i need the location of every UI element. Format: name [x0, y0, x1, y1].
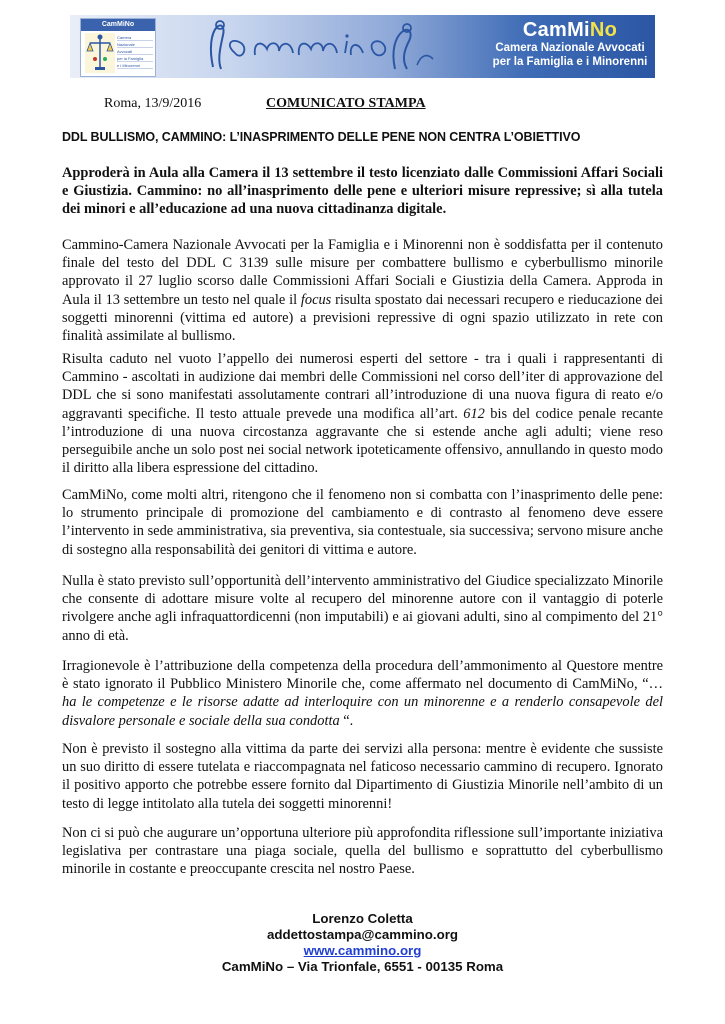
paragraph-6: Non è previsto il sostegno alla vittima da parte dei servizi alla persona: mentre è evidente che sussiste un suo diritto di essere tutelata e riaccompagnata nel faticoso necessario cammino di recupero. Ignorato il positivo apporto che potrebbe essere fornito dal Dipartimento di Giustizia Minorile nell’ambito di un testo di legge intitolato alla tutela dei soggetti minorenni!: [62, 741, 663, 812]
footer-address: CamMiNo – Via Trionfale, 6551 - 00135 Roma: [221, 959, 504, 974]
dateline: Roma, 13/9/2016: [104, 96, 202, 111]
footer-email[interactable]: addettostampa@cammino.org: [266, 927, 459, 942]
brand-subtitle-2: per la Famiglia e i Minorenni: [492, 56, 648, 68]
document-type: COMUNICATO STAMPA: [266, 96, 426, 111]
justice-figure-icon: [85, 33, 115, 73]
paragraph-7: Non ci si può che augurare un’opportuna ulteriore più approfondita riflessione sull’importante iniziativa legislativa per contrastare una piaga sociale, quella del bullismo e soprattutto del cyberbullismo minorile in costante e preoccupante crescita nel nostro Paese.: [62, 825, 663, 878]
cammino-logo-box: [80, 18, 156, 77]
paragraph-2: Risulta caduto nel vuoto l’appello dei numerosi esperti del settore - tra i quali i rappresentanti di Cammino - ascoltati in audizione dai membri delle Commissioni nel corso dell’iter di approvazione del DDL che si sono manifestati assolutamente contrari all’introduzione di una nuova figura di reato e/o aggravanti specifiche. Il testo attuale prevede una modifica all’art. 612 bis del codice penale recante l’introduzione di una nuova circostanza aggravante che si estende anche agli adulti; viene reso perseguibile anche un solo post nei social network ipoteticamente offensivo, annullando in questo modo il diritto alla libera espressione del cittadino.: [62, 351, 663, 477]
brand-block: [490, 19, 650, 69]
paragraph-3: CamMiNo, come molti altri, ritengono che il fenomeno non si combatta con l’inasprimento delle pene: lo strumento principale di promozione del cambiamento e di contrasto al fenomeno deve essere l’intervento in sede amministrativa, sia preventiva, sia contestuale, sia successiva; servono misure anche di sostegno alla responsabilità dei genitori di vittima e autore.: [62, 487, 663, 558]
footer-website: [0, 942, 725, 959]
cammino-script-logo: [195, 19, 455, 75]
header-banner: [70, 15, 655, 78]
website-link[interactable]: www.cammino.org: [303, 943, 422, 958]
lead-paragraph: Approderà in Aula alla Camera il 13 settembre il testo licenziato dalle Commissioni Affari Sociali e Giustizia. Cammino: no all’inasprimento delle pene e ulteriori misure repressive; sì alla tutela dei minori e all’educazione ad una nuova cittadinanza digitale.: [62, 165, 663, 218]
paragraph-5: Irragionevole è l’attribuzione della competenza della procedura dell’ammonimento al Questore mentre è stato ignorato il Pubblico Ministero Minorile che, come affermato nel documento di CamMiNo, “… ha le competenze e le risorse adatte ad interloquire con un minorenne e a renderlo consapevole del disvalore personale e sociale della sua condotta “.: [62, 658, 663, 729]
footer-name: Lorenzo Coletta: [312, 911, 413, 926]
logo-box-text: Camera Nazionale Avvocati per la Famiglia e i Minorenni: [117, 35, 153, 70]
logo-box-title: CamMiNo: [81, 19, 155, 31]
headline: DDL BULLISMO, CAMMINO: L’INASPRIMENTO DELLE PENE NON CENTRA L’OBIETTIVO: [62, 130, 581, 144]
paragraph-4: Nulla è stato previsto sull’opportunità dell’intervento amministrativo del Giudice specializzato Minorile che consente di adottare misure volte al recupero del minorenne autore con il vantaggio di poterle rivolgere anche agli infraquattordicenni (non imputabili) e ai giovani adulti, sino al compimento del 21° anno di età.: [62, 573, 663, 644]
paragraph-1: Cammino-Camera Nazionale Avvocati per la Famiglia e i Minorenni non è soddisfatta per il contenuto finale del testo del DDL C 3139 sulle misure per combattere bullismo e cyberbullismo minorile approvato il 27 luglio scorso dalle Commissioni Affari Sociali e Giustizia della Camera. Approda in Aula il 13 settembre un testo nel quale il focus risulta spostato dai necessari recupero e rieducazione dei soggetti minorenni (vittima ed autore) a previsioni repressive di ogni spazio utilizzato in rete con finalità assimilate al bullismo.: [62, 237, 663, 345]
brand-name: CamMiNo: [522, 19, 618, 41]
brand-subtitle-1: Camera Nazionale Avvocati: [495, 42, 645, 54]
